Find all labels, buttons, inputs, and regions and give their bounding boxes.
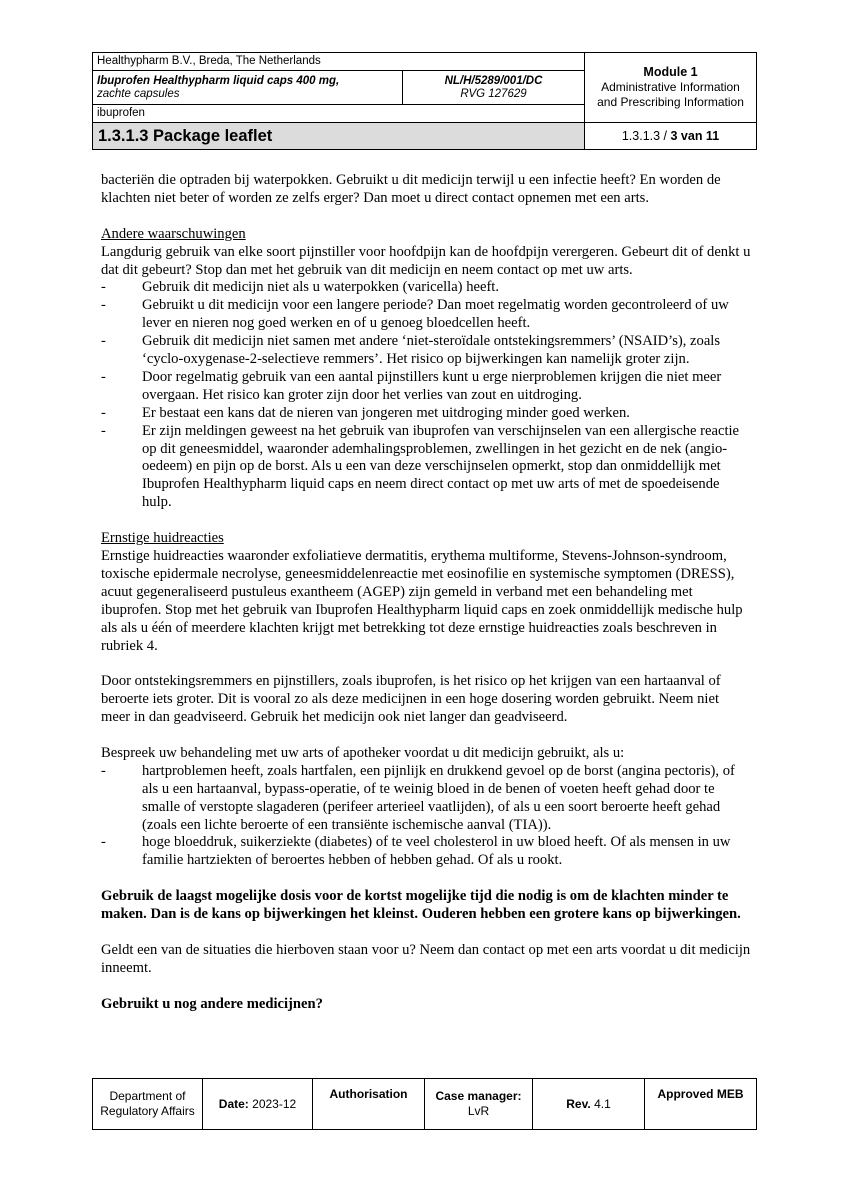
list-item-text: hoge bloeddruk, suikerziekte (diabetes) of te veel cholesterol in uw bloed heeft. Of als mensen in uw familie hartziekten of beroertes hebben of hebben gehad. Of als u rookt. [142, 834, 731, 869]
section-title: 1.3.1.3 Package leaflet [93, 123, 585, 150]
document-footer [92, 1078, 757, 1130]
list-item [101, 297, 751, 333]
list-item [101, 333, 751, 369]
bullet-dash: - [101, 762, 106, 779]
list-item-text: Gebruik dit medicijn niet samen met andere ‘niet-steroïdale ontstekingsremmers’ (NSAID’s), zoals ‘cyclo-oxygenase-2-selectieve remmers’. Het risico op bijwerkingen kan namelijk groter zijn. [142, 333, 721, 368]
page-prefix: 1.3.1.3 / [621, 128, 671, 143]
bullet-dash: - [101, 834, 106, 851]
bullet-dash: - [101, 368, 106, 385]
list-item [101, 405, 751, 423]
bullet-dash: - [101, 279, 106, 296]
approved-label: Approved MEB [657, 1087, 744, 1101]
product-name [93, 71, 403, 105]
authorisation-label: Authorisation [329, 1087, 408, 1101]
date-label: Date: [218, 1096, 249, 1111]
other-warnings-heading: Andere waarschuwingen [101, 225, 246, 242]
module-cell [585, 53, 757, 123]
date-cell [203, 1079, 313, 1130]
situations-paragraph: Geldt een van de situaties die hierboven staan voor u? Neem dan contact op met een arts voordat u dit medicijn inneemt. [101, 941, 751, 976]
module-title: Module 1 [643, 65, 698, 79]
list-item-text: Gebruikt u dit medicijn voor een langere periode? Dan moet regelmatig worden gecontroleerd of uw lever en nieren nog goed werken en of u genoeg bloedcellen heeft. [142, 297, 729, 332]
page-number [585, 123, 757, 150]
revision-cell [533, 1079, 645, 1130]
revision-label: Rev. [566, 1096, 591, 1111]
document-header [92, 52, 757, 150]
product-line-1: Ibuprofen Healthypharm liquid caps 400 mg, [97, 74, 340, 87]
leaflet-body [101, 172, 751, 1013]
bullet-dash: - [101, 422, 106, 439]
case-manager-label: Case manager: [435, 1089, 522, 1103]
skin-reactions-heading: Ernstige huidreacties [101, 530, 224, 547]
approved-cell [645, 1079, 757, 1130]
date-value: 2023-12 [252, 1096, 297, 1111]
bullet-dash: - [101, 404, 106, 421]
module-line-1: Administrative Information [601, 80, 740, 94]
skin-reactions-paragraph: Ernstige huidreacties waaronder exfoliatieve dermatitis, erythema multiforme, Stevens-Johnson-syndroom, toxische epidermale necrolyse, geneesmiddelenreactie met eosinofilie en systemische symptomen (DRESS), acuut gegeneraliseerd pustuleus exantheem (AGEP) zijn gemeld in verband met een behandeling met ibuprofen. Stop met het gebruik van Ibuprofen Healthypharm liquid caps en zoek onmiddellijk medische hulp als als u één of meerdere klachten krijgt met betrekking tot deze ernstige huidreacties zoals beschreven in rubriek 4. [101, 548, 743, 654]
dosage-advice: Gebruik de laagst mogelijke dosis voor de kortst mogelijke tijd die nodig is om de klachten minder te maken. Dan is de kans op bijwerkingen het kleinst. Ouderen hebben een grotere kans op bijwerkingen. [101, 888, 741, 923]
list-item [101, 763, 751, 835]
module-line-2: and Prescribing Information [597, 95, 744, 109]
list-item-text: Door regelmatig gebruik van een aantal pijnstillers kunt u erge nierproblemen krijgen die niet meer overgaan. Het risico kan groter zijn door het verlies van zout en uitdroging. [142, 368, 722, 403]
discuss-intro: Bespreek uw behandeling met uw arts of apotheker voordat u dit medicijn gebruikt, als u: [101, 744, 625, 761]
list-item [101, 834, 751, 870]
other-warnings-intro: Langdurig gebruik van elke soort pijnstiller voor hoofdpijn kan de hoofdpijn verergeren. Gebeurt dit of denkt u dat dit gebeurt? Stop dan met het gebruik van dit medicijn en neem contact op met uw arts. [101, 243, 751, 278]
list-item [101, 369, 751, 405]
case-manager-cell [425, 1079, 533, 1130]
other-medicines-heading: Gebruikt u nog andere medicijnen? [101, 995, 323, 1012]
list-item [101, 279, 751, 297]
list-item-text: Er zijn meldingen geweest na het gebruik van ibuprofen van verschijnselen van een allergische reactie op dit geneesmiddel, waaronder ademhalingsproblemen, zwellingen in het gezicht en de nek (angio-oedeem) en pijn op de borst. Als u een van deze verschijnselen opmerkt, stop dan onmiddellijk met Ibuprofen Healthypharm liquid caps en neem direct contact op met uw arts of met de spoedeisende hulp. [142, 422, 740, 511]
list-item-text: hartproblemen heeft, zoals hartfalen, een pijnlijk en drukkend gevoel op de borst (angina pectoris), of als u een hartaanval, bypass-operatie, of te weinig bloed in de benen of voeten heeft gehad door te smalle of verstopte slagaderen (perifeer arterieel vaatlijden), of als u een soort beroerte heeft gehad (zoals een lichte beroerte of een transiënte ischemische aanval (TIA)). [142, 762, 735, 833]
company-name: Healthypharm B.V., Breda, The Netherlands [93, 53, 585, 71]
list-item-text: Gebruik dit medicijn niet als u waterpokken (varicella) heeft. [142, 279, 500, 296]
authorisation-cell [313, 1079, 425, 1130]
procedure-number: NL/H/5289/001/DC [444, 74, 543, 87]
page-count: 3 van 11 [670, 128, 720, 143]
registration-number [403, 71, 585, 105]
bullet-dash: - [101, 297, 106, 314]
rvg-number: RVG 127629 [460, 87, 527, 100]
bullet-dash: - [101, 333, 106, 350]
product-line-2: zachte capsules [97, 87, 180, 100]
department-cell: Department of Regulatory Affairs [93, 1079, 203, 1130]
active-substance: ibuprofen [93, 105, 585, 123]
case-manager-value: LvR [467, 1104, 490, 1118]
list-item-text: Er bestaat een kans dat de nieren van jongeren met uitdroging minder goed werken. [142, 404, 630, 421]
intro-paragraph: bacteriën die optraden bij waterpokken. Gebruikt u dit medicijn terwijl u een infectie heeft? En worden de klachten niet beter of worden ze zelfs erger? Dan moet u direct contact opnemen met een arts. [101, 172, 721, 206]
list-item [101, 423, 751, 513]
heart-risk-paragraph: Door ontstekingsremmers en pijnstillers, zoals ibuprofen, is het risico op het krijgen van een hartaanval of beroerte iets groter. Dit is vooral zo als deze medicijnen in een hoge dosering worden gebruikt. Neem niet meer in dan geadviseerd. Gebruik het medicijn ook niet langer dan geadviseerd. [101, 673, 721, 726]
revision-value: 4.1 [594, 1096, 611, 1111]
